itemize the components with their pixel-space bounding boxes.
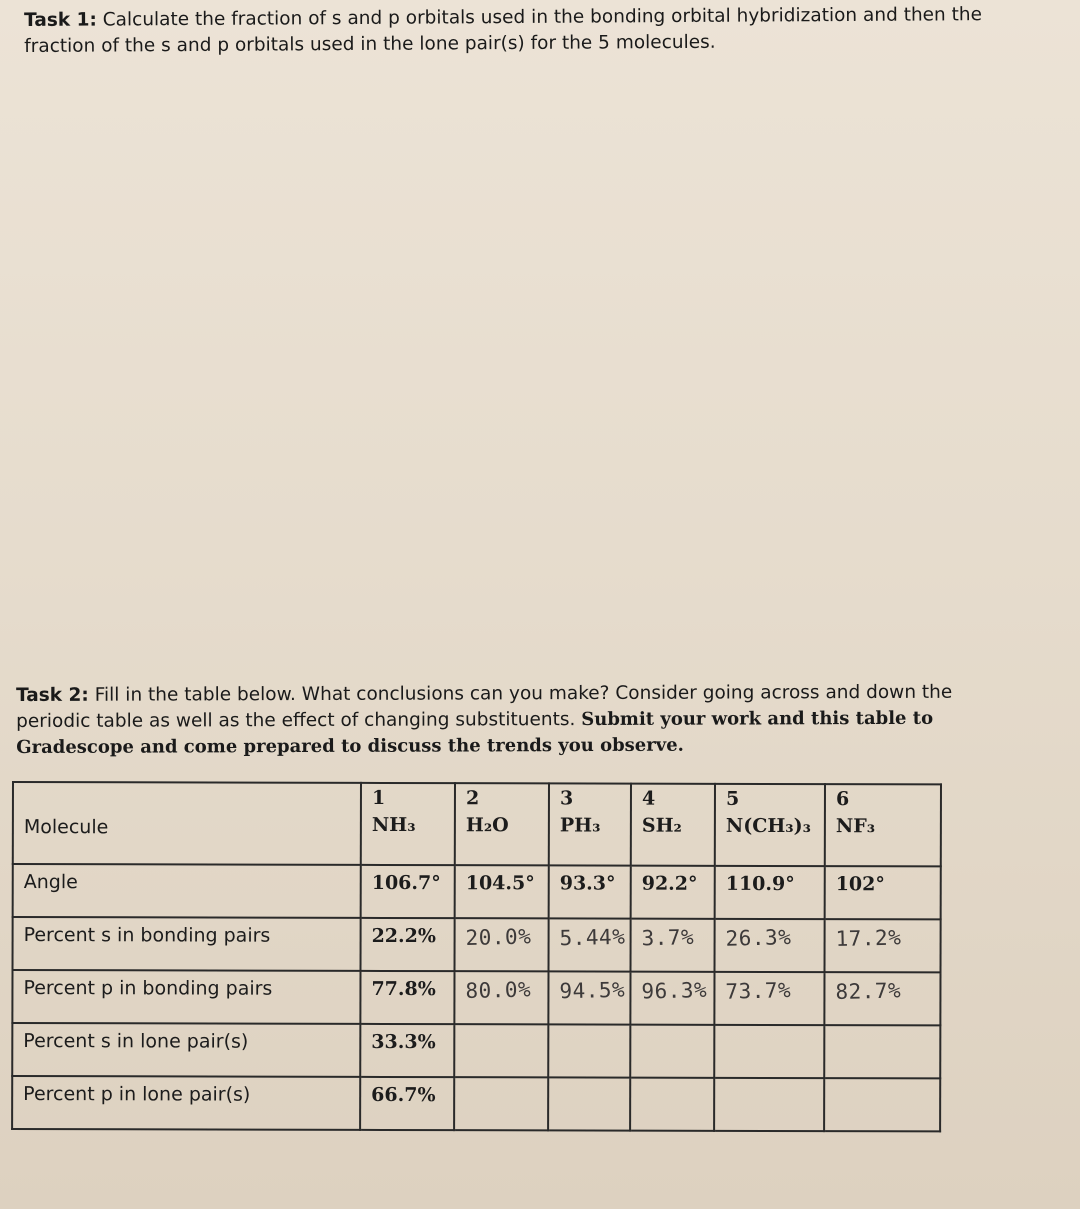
- p-lone-cell: [630, 1078, 714, 1131]
- molecule-number: 3: [559, 787, 574, 810]
- s-bonding-cell: [361, 918, 455, 971]
- molecule-name: SH₂: [641, 814, 682, 837]
- molecule-header-3: [549, 783, 631, 865]
- p-lone-value: 66.7%: [371, 1083, 436, 1107]
- p-lone-cell: [360, 1077, 454, 1130]
- angle-value: 104.5°: [465, 872, 535, 895]
- row-label-molecule-text: Molecule: [23, 816, 109, 839]
- s-bonding-handwritten: 17.2%: [835, 925, 902, 952]
- p-bonding-handwritten: 73.7%: [725, 978, 792, 1004]
- molecule-number: 5: [725, 787, 740, 810]
- p-bonding-handwritten: 82.7%: [835, 978, 902, 1005]
- p-bonding-cell: [630, 972, 714, 1025]
- angle-cell: [715, 866, 825, 919]
- p-bonding-value: 77.8%: [371, 977, 436, 1001]
- hybridization-table: [11, 781, 942, 1132]
- task1-label: Task 1:: [24, 9, 97, 31]
- molecule-header-5: [715, 784, 825, 866]
- s-lone-cell: [714, 1025, 824, 1078]
- angle-cell: [631, 866, 715, 919]
- s-bonding-handwritten: 3.7%: [641, 925, 695, 951]
- task2-label: Task 2:: [16, 684, 89, 706]
- s-lone-cell: [824, 1025, 940, 1078]
- molecule-header-6: [825, 784, 941, 866]
- table-row-angle: [13, 864, 941, 919]
- angle-cell: [455, 865, 549, 918]
- row-label-p-bonding: [12, 970, 360, 1024]
- s-lone-cell: [630, 1025, 714, 1078]
- row-label-s-lone: [12, 1023, 360, 1077]
- s-bonding-cell: [549, 918, 631, 971]
- p-bonding-cell: [454, 971, 548, 1024]
- molecule-number: 4: [641, 787, 656, 810]
- p-bonding-handwritten: 96.3%: [641, 977, 708, 1004]
- row-label-s-bonding: [13, 917, 361, 971]
- task1-instructions: [24, 2, 1034, 60]
- p-bonding-handwritten: 80.0%: [465, 977, 532, 1004]
- angle-value: 93.3°: [559, 872, 616, 895]
- s-bonding-handwritten: 5.44%: [559, 924, 626, 951]
- angle-cell: [825, 866, 941, 919]
- molecule-number: 1: [371, 786, 386, 809]
- row-label-angle-text: Angle: [23, 871, 78, 894]
- s-bonding-cell: [631, 919, 715, 972]
- table-row-s-bonding: [13, 917, 941, 972]
- p-lone-cell: [548, 1077, 630, 1130]
- table-row-molecule: [13, 782, 941, 866]
- p-lone-cell: [824, 1078, 940, 1131]
- angle-cell: [361, 865, 455, 918]
- row-label-p-lone-text: Percent p in lone pair(s): [23, 1083, 251, 1106]
- molecule-number: 2: [465, 787, 480, 810]
- molecule-name: PH₃: [559, 814, 601, 837]
- angle-value: 106.7°: [371, 871, 441, 895]
- molecule-name: NH₃: [371, 813, 416, 837]
- molecule-name: NF₃: [835, 815, 876, 838]
- angle-value: 102°: [835, 873, 885, 896]
- molecule-header-1: [361, 783, 455, 865]
- row-label-angle: [13, 864, 361, 918]
- p-bonding-cell: [714, 972, 824, 1025]
- s-bonding-cell: [715, 919, 825, 972]
- s-bonding-value: 22.2%: [371, 924, 436, 948]
- row-label-p-bonding-text: Percent p in bonding pairs: [23, 977, 273, 1000]
- s-lone-cell: [548, 1024, 630, 1077]
- molecule-name: N(CH₃)₃: [725, 814, 811, 838]
- molecule-number: 6: [835, 788, 850, 811]
- molecule-header-2: [455, 783, 549, 865]
- s-lone-value: 33.3%: [371, 1030, 436, 1054]
- task1-text: Calculate the fraction of s and p orbitals used in the bonding orbital hybridization and then the fraction of the s and p orbitals used in the lone pair(s) for the 5 molecules.: [24, 4, 983, 57]
- angle-cell: [549, 865, 631, 918]
- p-lone-cell: [714, 1078, 824, 1131]
- table-row-p-bonding: [12, 970, 940, 1025]
- table-row-p-lone: [12, 1076, 940, 1131]
- s-bonding-handwritten: 26.3%: [725, 925, 792, 951]
- angle-value: 110.9°: [725, 872, 795, 896]
- s-bonding-cell: [455, 918, 549, 971]
- angle-value: 92.2°: [641, 872, 698, 895]
- row-label-s-bonding-text: Percent s in bonding pairs: [23, 924, 271, 947]
- molecule-header-4: [631, 784, 715, 866]
- molecule-name: H₂O: [465, 814, 509, 837]
- row-label-molecule: [13, 782, 361, 865]
- task2-text: Fill in the table below. What conclusions can you make? Consider going across and down the periodic table as well as the effect of changing substituents.: [16, 681, 953, 732]
- p-bonding-cell: [548, 971, 630, 1024]
- p-lone-cell: [454, 1077, 548, 1130]
- s-bonding-handwritten: 20.0%: [465, 924, 532, 951]
- p-bonding-cell: [360, 971, 454, 1024]
- s-lone-cell: [454, 1024, 548, 1077]
- row-label-p-lone: [12, 1076, 360, 1130]
- task2-instructions: [16, 679, 1026, 761]
- s-bonding-cell: [825, 919, 941, 972]
- p-bonding-handwritten: 94.5%: [559, 977, 626, 1004]
- task2-bold-text: Submit your work and this table to Gradescope and come prepared to discuss the trends you observe.: [16, 707, 934, 758]
- s-lone-cell: [360, 1024, 454, 1077]
- table-row-s-lone: [12, 1023, 940, 1078]
- row-label-s-lone-text: Percent s in lone pair(s): [23, 1030, 249, 1053]
- p-bonding-cell: [824, 972, 940, 1025]
